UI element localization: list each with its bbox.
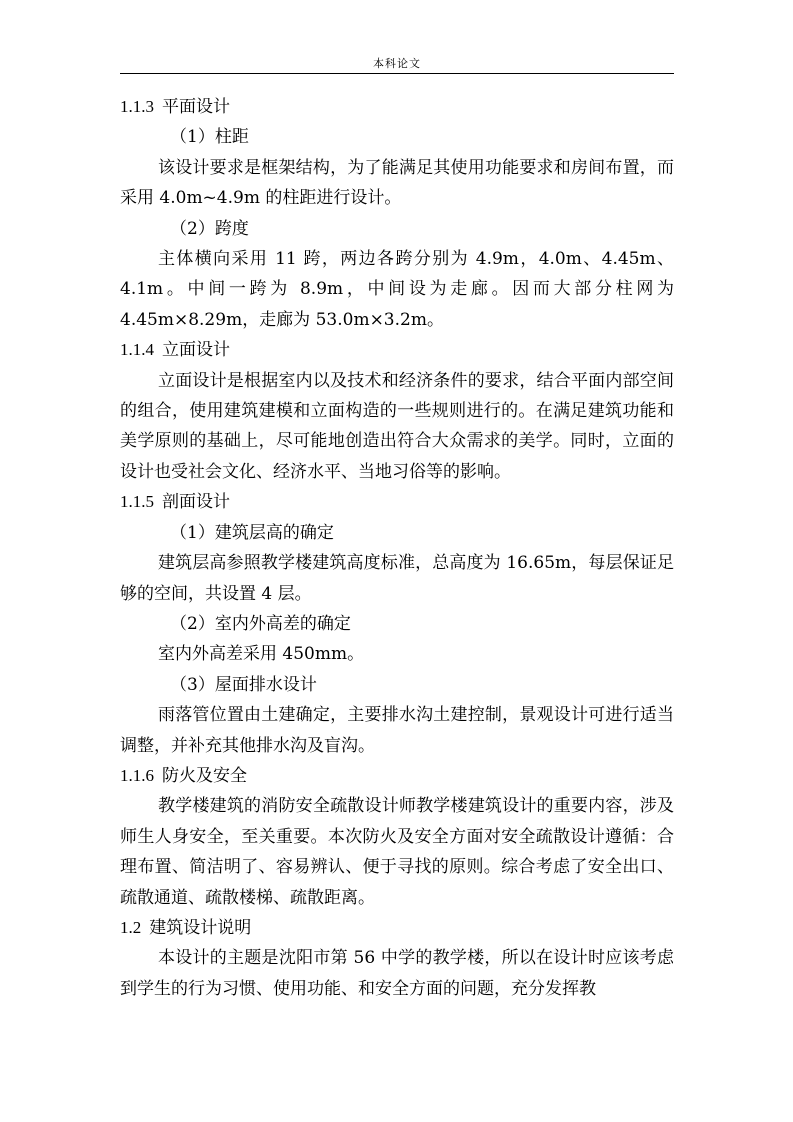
section-heading-1-1-6 — [120, 761, 674, 791]
subheading-span: （2）跨度 — [170, 218, 249, 239]
section-heading-1-2 — [120, 913, 674, 943]
paragraph: 本设计的主题是沈阳市第 56 中学的教学楼，所以在设计时应该考虑到学生的行为习惯、使用功能、和安全方面的问题，充分发挥教 — [120, 948, 674, 999]
subheading-roof-drainage: （3）屋面排水设计 — [170, 674, 317, 695]
section-title: 平面设计 — [162, 97, 230, 117]
section-title: 剖面设计 — [162, 492, 230, 513]
section-number: 1.1.5 — [120, 492, 154, 512]
section-heading-1-1-5 — [120, 487, 674, 517]
paragraph: 教学楼建筑的消防安全疏散设计师教学楼建筑设计的重要内容，涉及师生人身安全，至关重要。本次防火及安全方面对安全疏散设计遵循：合理布置、简洁明了、容易辨认、便于寻找的原则。综合考虑了安全出口、疏散通道、疏散楼梯、疏散距离。 — [120, 796, 674, 908]
subheading-height-difference: （2）室内外高差的确定 — [170, 613, 351, 634]
section-number: 1.1.4 — [120, 340, 154, 360]
page-header: 本科论文 — [373, 57, 421, 70]
section-title: 建筑设计说明 — [149, 917, 252, 938]
section-title: 立面设计 — [162, 340, 230, 361]
section-number: 1.1.6 — [120, 765, 154, 785]
section-title: 防火及安全 — [162, 765, 247, 786]
paragraph: 该设计要求是框架结构，为了能满足其使用功能要求和房间布置，而采用 4.0m~4.9m 的柱距进行设计。 — [120, 157, 674, 209]
section-heading-1-1-3 — [120, 92, 674, 122]
section-number: 1.1.3 — [120, 97, 154, 116]
header-rule — [120, 73, 674, 74]
subheading-column-spacing: （1）柱距 — [170, 127, 249, 148]
subheading-floor-height: （1）建筑层高的确定 — [170, 522, 334, 543]
paragraph: 室内外高差采用 450mm。 — [158, 644, 365, 665]
section-number: 1.2 — [120, 917, 142, 937]
section-heading-1-1-4 — [120, 335, 674, 365]
paragraph: 立面设计是根据室内以及技术和经济条件的要求，结合平面内部空间的组合，使用建筑建模和立面构造的一些规则进行的。在满足建筑功能和美学原则的基础上，尽可能地创造出符合大众需求的美学。同时，立面的设计也受社会文化、经济水平、当地习俗等的影响。 — [120, 370, 674, 482]
paragraph: 建筑层高参照教学楼建筑高度标准，总高度为 16.65m，每层保证足够的空间，共设置 4 层。 — [120, 553, 674, 604]
paragraph: 雨落管位置由土建确定，主要排水沟土建控制，景观设计可进行适当调整，并补充其他排水沟及盲沟。 — [120, 705, 674, 756]
document-body — [120, 92, 674, 1004]
paragraph: 主体横向采用 11 跨，两边各跨分别为 4.9m，4.0m、4.45m、4.1m。中间一跨为 8.9m，中间设为走廊。因而大部分柱网为 4.45m×8.29m，走廊为 53.0m×3.2m。 — [120, 249, 674, 330]
